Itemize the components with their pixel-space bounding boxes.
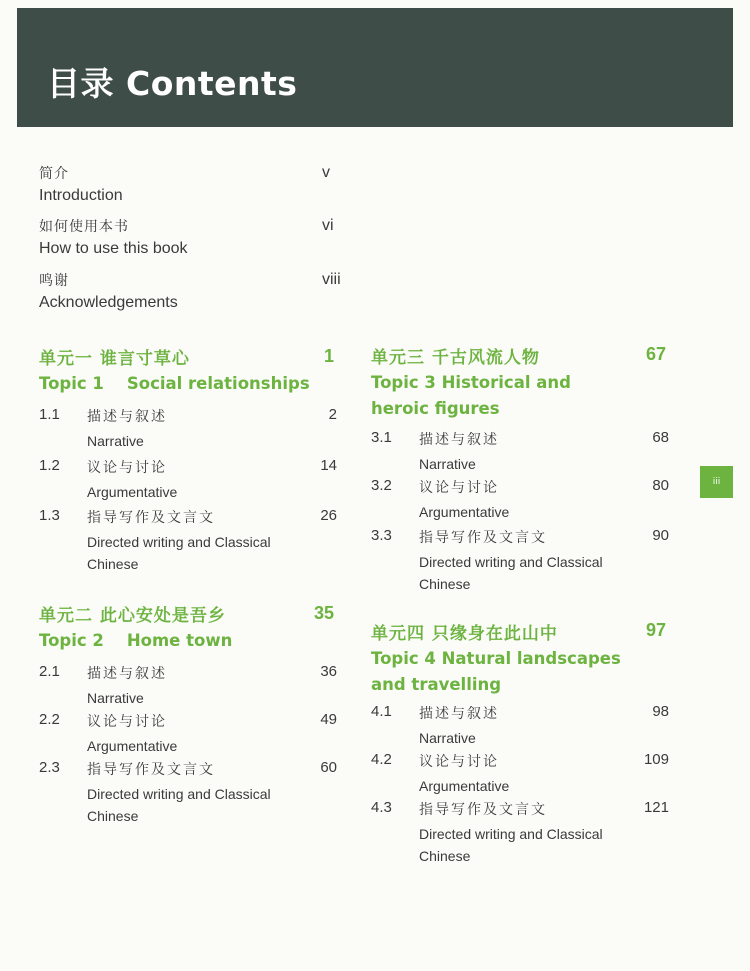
entry-page: 80 [652, 477, 669, 494]
front-matter-how-to-use[interactable] [39, 216, 188, 258]
entry-number: 4.3 [371, 799, 392, 816]
entry-zh: 描述与叙述 [87, 666, 167, 682]
front-matter-en: Introduction [39, 187, 123, 204]
entry-page: 68 [652, 429, 669, 446]
entry-zh: 描述与叙述 [419, 432, 499, 448]
entry-number: 3.3 [371, 527, 392, 544]
entry-3-1[interactable] [371, 429, 671, 479]
entry-number: 3.1 [371, 429, 392, 446]
entry-en: Directed writing and Classical Chinese [419, 826, 603, 864]
page-number-tab: iii [700, 466, 733, 498]
entry-en: Argumentative [87, 738, 178, 754]
front-matter-zh: 鸣谢 [39, 273, 69, 289]
entry-2-3[interactable] [39, 759, 339, 829]
entry-page: 36 [320, 663, 337, 680]
unit-zh-title: 单元四 只缘身在此山中 [371, 624, 558, 644]
entry-en: Narrative [87, 690, 144, 706]
entry-page: 121 [643, 799, 669, 816]
entry-zh: 议论与讨论 [419, 480, 499, 496]
front-matter-page: v [322, 164, 330, 181]
entry-zh: 指导写作及文言文 [419, 530, 547, 546]
unit-4-page: 97 [646, 620, 667, 640]
unit-zh-title: 单元一 谁言寸草心 [39, 349, 190, 369]
entry-number: 1.3 [39, 507, 60, 524]
unit-2-page: 35 [314, 603, 335, 623]
entry-zh: 描述与叙述 [419, 706, 499, 722]
front-matter-en: How to use this book [39, 240, 188, 257]
entry-page: 109 [643, 751, 669, 768]
entry-zh: 描述与叙述 [87, 409, 167, 425]
entry-number: 1.2 [39, 457, 60, 474]
entry-number: 4.1 [371, 703, 392, 720]
entry-number: 1.1 [39, 406, 60, 423]
entry-page: 26 [320, 507, 337, 524]
entry-3-3[interactable] [371, 527, 671, 597]
entry-number: 3.2 [371, 477, 392, 494]
entry-4-3[interactable] [371, 799, 671, 869]
entry-page: 49 [320, 711, 337, 728]
entry-4-1[interactable] [371, 703, 671, 753]
entry-1-3[interactable] [39, 507, 339, 577]
unit-zh-title: 单元三 千古风流人物 [371, 348, 540, 368]
unit-zh-title: 单元二 此心安处是吾乡 [39, 606, 226, 626]
entry-zh: 指导写作及文言文 [87, 762, 215, 778]
entry-2-1[interactable] [39, 663, 339, 713]
page-title: 目录 Contents [47, 64, 298, 103]
unit-en-title: Topic 2 Home town [39, 631, 233, 650]
unit-2-heading[interactable] [39, 601, 319, 654]
front-matter-acknowledgements[interactable] [39, 270, 178, 312]
entry-en: Directed writing and Classical Chinese [87, 786, 271, 824]
entry-page: 2 [328, 406, 337, 423]
contents-header [17, 8, 733, 127]
unit-3-heading[interactable] [371, 343, 601, 422]
entry-zh: 议论与讨论 [87, 460, 167, 476]
entry-en: Narrative [87, 433, 144, 449]
unit-1-heading[interactable] [39, 344, 310, 397]
entry-en: Directed writing and Classical Chinese [419, 554, 603, 592]
unit-en-title: Topic 4 Natural landscapes and travelling [371, 649, 621, 694]
entry-number: 2.3 [39, 759, 60, 776]
entry-1-1[interactable] [39, 406, 339, 456]
entry-en: Narrative [419, 456, 476, 472]
entry-page: 14 [320, 457, 337, 474]
front-matter-intro[interactable] [39, 163, 123, 205]
entry-2-2[interactable] [39, 711, 339, 761]
entry-en: Argumentative [419, 504, 510, 520]
entry-4-2[interactable] [371, 751, 671, 801]
entry-page: 90 [652, 527, 669, 544]
front-matter-en: Acknowledgements [39, 294, 178, 311]
entry-3-2[interactable] [371, 477, 671, 527]
unit-en-title: Topic 1 Social relationships [39, 374, 310, 393]
entry-zh: 议论与讨论 [87, 714, 167, 730]
unit-4-heading[interactable] [371, 619, 631, 698]
entry-en: Narrative [419, 730, 476, 746]
front-matter-page: viii [322, 271, 341, 288]
entry-number: 2.1 [39, 663, 60, 680]
entry-number: 2.2 [39, 711, 60, 728]
front-matter-page: vi [322, 217, 334, 234]
front-matter-zh: 简介 [39, 166, 69, 182]
entry-zh: 议论与讨论 [419, 754, 499, 770]
entry-page: 60 [320, 759, 337, 776]
front-matter-zh: 如何使用本书 [39, 219, 129, 235]
entry-en: Argumentative [87, 484, 178, 500]
entry-zh: 指导写作及文言文 [87, 510, 215, 526]
unit-en-title: Topic 3 Historical and heroic figures [371, 373, 571, 418]
unit-3-page: 67 [646, 344, 667, 364]
unit-1-page: 1 [324, 346, 335, 366]
entry-en: Directed writing and Classical Chinese [87, 534, 271, 572]
entry-page: 98 [652, 703, 669, 720]
entry-en: Argumentative [419, 778, 510, 794]
entry-number: 4.2 [371, 751, 392, 768]
entry-zh: 指导写作及文言文 [419, 802, 547, 818]
entry-1-2[interactable] [39, 457, 339, 507]
